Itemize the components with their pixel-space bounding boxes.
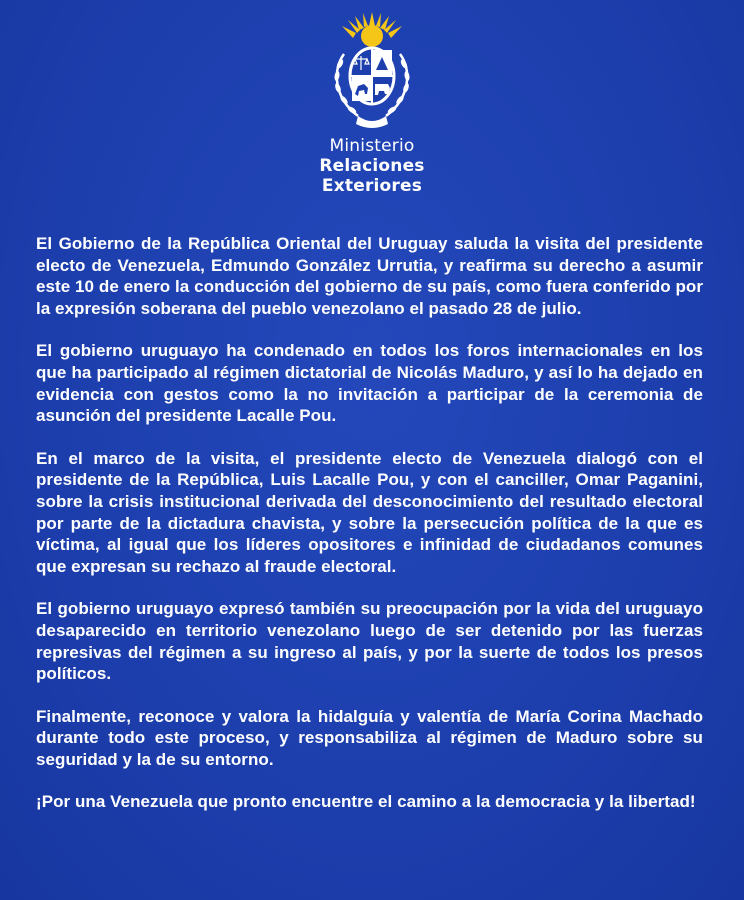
ministry-name <box>0 136 744 196</box>
ministry-name-line2: Relaciones <box>319 156 425 176</box>
statement-paragraph-2: El gobierno uruguayo ha condenado en todos los foros internacionales en los que ha participado al régimen dictatorial de Nicolás Maduro, y así lo ha dejado en evidencia con gestos como la no invitación a participar de la ceremonia de asunción del presidente Lacalle Pou. <box>36 341 703 426</box>
statement-paragraph-1: El Gobierno de la República Oriental del Uruguay saluda la visita del presidente electo de Venezuela, Edmundo González Urrutia, y reafirma su derecho a asumir este 10 de enero la conducción del gobierno de su país, como fuera conferido por la expresión soberana del pueblo venezolano el pasado 28 de julio. <box>36 234 703 318</box>
statement-paragraph-5: Finalmente, reconoce y valora la hidalguía y valentía de María Corina Machado durante todo este proceso, y responsabiliza al régimen de Maduro sobre su seguridad y la de su entorno. <box>36 706 703 769</box>
ministry-header <box>0 10 744 205</box>
statement-paragraph-3: En el marco de la visita, el presidente electo de Venezuela dialogó con el presidente de la República, Luis Lacalle Pou, y con el canciller, Omar Paganini, sobre la crisis institucional derivada del desconocimiento del resultado electoral por parte de la dictadura chavista, y sobre la persecución política de la que es víctima, al igual que los líderes opositores e infinidad de ciudadanos comunes que expresan su rechazo al fraude electoral. <box>36 448 703 576</box>
ministry-name-line3: Exteriores <box>321 176 423 196</box>
uruguay-coat-of-arms-icon <box>322 12 422 134</box>
statement-paragraph-6: ¡Por una Venezuela que pronto encuentre el camino a la democracia y la libertad! <box>36 792 696 812</box>
ministry-name-line1: Ministerio <box>329 136 415 156</box>
statement-paragraph-4: El gobierno uruguayo expresó también su preocupación por la vida del uruguayo desaparecido en territorio venezolano luego de ser detenido por las fuerzas represivas del régimen a su ingreso al país, y por la suerte de todos los presos políticos. <box>36 599 703 684</box>
statement-body <box>36 233 703 834</box>
